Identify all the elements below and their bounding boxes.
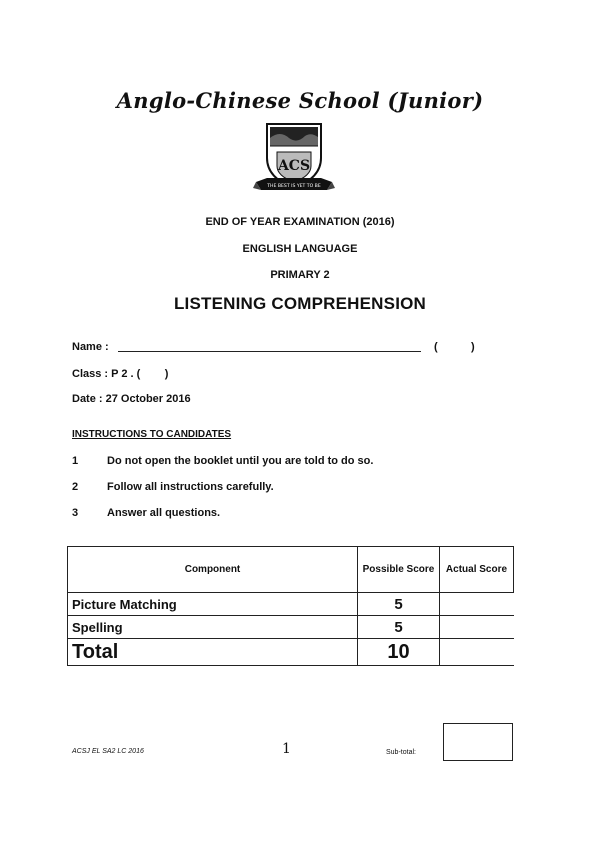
actual-score-header: Actual Score	[440, 547, 514, 593]
page-number: 1	[282, 741, 291, 757]
instruction-text: Follow all instructions carefully.	[107, 481, 274, 493]
instructions-heading: INSTRUCTIONS TO CANDIDATES	[72, 429, 232, 440]
school-crest-icon	[253, 118, 335, 200]
total-actual-score-cell[interactable]	[440, 639, 514, 666]
total-row	[68, 639, 514, 666]
register-number-open-paren: (	[434, 341, 438, 353]
score-table	[67, 546, 514, 666]
register-number-close-paren: )	[471, 341, 475, 353]
possible-score-cell: 5	[358, 593, 440, 616]
instruction-text: Answer all questions.	[107, 507, 221, 519]
component-header: Component	[68, 547, 358, 593]
score-table-header-row	[68, 547, 514, 593]
crest-motto: THE BEST IS YET TO BE	[267, 184, 321, 189]
subtotal-label: Sub-total:	[386, 749, 416, 756]
possible-score-cell: 5	[358, 616, 440, 639]
total-label-cell: Total	[68, 639, 358, 666]
school-name: Anglo-Chinese School (Junior)	[116, 88, 484, 113]
possible-score-header: Possible Score	[358, 547, 440, 593]
instruction-text: Do not open the booklet until you are told to do so.	[107, 455, 374, 467]
date-label: Date : 27 October 2016	[72, 393, 191, 405]
instruction-number: 2	[72, 481, 79, 493]
instruction-number: 1	[72, 455, 79, 467]
actual-score-cell[interactable]	[440, 593, 514, 616]
name-label: Name :	[72, 341, 109, 353]
paper-title: LISTENING COMPREHENSION	[173, 294, 427, 313]
crest-monogram: ACS	[277, 158, 311, 174]
instruction-number: 3	[72, 507, 79, 519]
component-cell: Spelling	[68, 616, 358, 639]
table-row	[68, 593, 514, 616]
actual-score-cell[interactable]	[440, 616, 514, 639]
subtotal-box[interactable]	[443, 723, 513, 761]
paper-code: ACSJ EL SA2 LC 2016	[72, 748, 144, 755]
table-row	[68, 616, 514, 639]
total-possible-score-cell: 10	[358, 639, 440, 666]
component-cell: Picture Matching	[68, 593, 358, 616]
exam-title: END OF YEAR EXAMINATION (2016)	[205, 216, 395, 228]
subject-title: ENGLISH LANGUAGE	[242, 243, 358, 255]
level-title: PRIMARY 2	[270, 269, 330, 281]
name-field-line[interactable]	[118, 351, 421, 352]
class-label: Class : P 2 . ( )	[72, 368, 169, 380]
